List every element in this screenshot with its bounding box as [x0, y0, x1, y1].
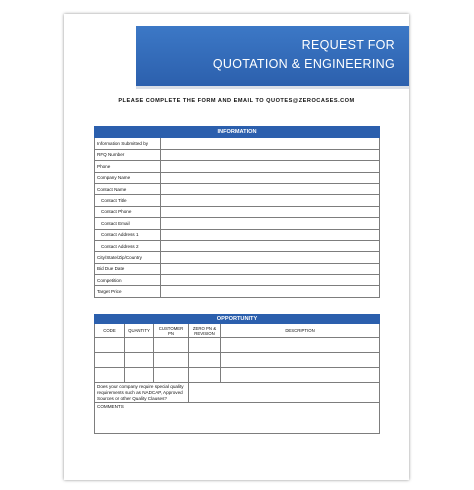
quality-requirements-question: Does your company require special quality requirements such as NADCAP, Approved Sources or other Quality Clauses? — [95, 383, 189, 403]
information-row — [95, 275, 380, 286]
column-header: ZERO PN & REVISION — [189, 324, 221, 338]
information-row — [95, 138, 380, 149]
field-value-input[interactable] — [161, 183, 380, 194]
comments-field[interactable] — [95, 403, 380, 434]
line-item-cell[interactable] — [125, 338, 154, 353]
column-header: QUANTITY — [125, 324, 154, 338]
field-label: Phone — [95, 161, 161, 172]
field-label: Contact Phone — [95, 206, 161, 217]
line-item-cell[interactable] — [189, 368, 221, 383]
information-row — [95, 161, 380, 172]
information-row — [95, 252, 380, 263]
field-label: Competition — [95, 275, 161, 286]
information-row — [95, 172, 380, 183]
title-banner — [136, 26, 409, 86]
field-label: Bid Due Date — [95, 263, 161, 274]
field-value-input[interactable] — [161, 286, 380, 297]
line-item-row — [95, 368, 380, 383]
line-item-row — [95, 353, 380, 368]
information-table — [94, 126, 380, 298]
banner-shadow-divider — [136, 86, 409, 89]
information-row — [95, 263, 380, 274]
field-value-input[interactable] — [161, 161, 380, 172]
field-label: Target Price — [95, 286, 161, 297]
information-row — [95, 195, 380, 206]
line-item-cell[interactable] — [154, 353, 189, 368]
quality-requirements-answer-field[interactable] — [189, 383, 380, 403]
comments-label: COMMENTS — [97, 404, 124, 409]
line-item-cell[interactable] — [221, 353, 380, 368]
line-item-cell[interactable] — [189, 353, 221, 368]
field-value-input[interactable] — [161, 229, 380, 240]
information-row — [95, 149, 380, 160]
line-item-cell[interactable] — [154, 368, 189, 383]
information-heading: INFORMATION — [95, 127, 380, 138]
line-item-cell[interactable] — [95, 353, 125, 368]
information-row — [95, 183, 380, 194]
field-label: City/State/Zip/Country — [95, 252, 161, 263]
field-label: Contact Name — [95, 183, 161, 194]
field-label: Contact Email — [95, 218, 161, 229]
field-value-input[interactable] — [161, 172, 380, 183]
line-item-cell[interactable] — [221, 368, 380, 383]
line-item-cell[interactable] — [125, 368, 154, 383]
column-header: DESCRIPTION — [221, 324, 380, 338]
field-label: Company Name — [95, 172, 161, 183]
field-value-input[interactable] — [161, 206, 380, 217]
opportunity-column-headers — [95, 324, 380, 338]
field-value-input[interactable] — [161, 263, 380, 274]
title-line-2: QUOTATION & ENGINEERING — [212, 57, 395, 71]
title-line-1: REQUEST FOR — [301, 38, 395, 52]
column-header: CODE — [95, 324, 125, 338]
field-value-input[interactable] — [161, 218, 380, 229]
information-row — [95, 229, 380, 240]
line-item-cell[interactable] — [154, 338, 189, 353]
field-value-input[interactable] — [161, 138, 380, 149]
form-instructions: PLEASE COMPLETE THE FORM AND EMAIL TO QUOTES@ZEROCASES.COM — [118, 98, 355, 104]
line-item-row — [95, 338, 380, 353]
form-page — [64, 14, 409, 480]
opportunity-table — [94, 314, 380, 434]
information-row — [95, 286, 380, 297]
field-label: Contact Title — [95, 195, 161, 206]
information-row — [95, 218, 380, 229]
field-label: Contact Address 1 — [95, 229, 161, 240]
line-item-cell[interactable] — [189, 338, 221, 353]
field-value-input[interactable] — [161, 252, 380, 263]
information-row — [95, 240, 380, 251]
opportunity-heading: OPPORTUNITY — [95, 315, 380, 324]
line-item-cell[interactable] — [221, 338, 380, 353]
field-value-input[interactable] — [161, 195, 380, 206]
information-row — [95, 206, 380, 217]
line-item-cell[interactable] — [95, 338, 125, 353]
field-value-input[interactable] — [161, 240, 380, 251]
field-value-input[interactable] — [161, 275, 380, 286]
column-header: CUSTOMER PN — [154, 324, 189, 338]
field-label: Information Submitted by — [95, 138, 161, 149]
line-item-cell[interactable] — [125, 353, 154, 368]
line-item-cell[interactable] — [95, 368, 125, 383]
field-label: Contact Address 2 — [95, 240, 161, 251]
field-label: RFQ Number — [95, 149, 161, 160]
field-value-input[interactable] — [161, 149, 380, 160]
